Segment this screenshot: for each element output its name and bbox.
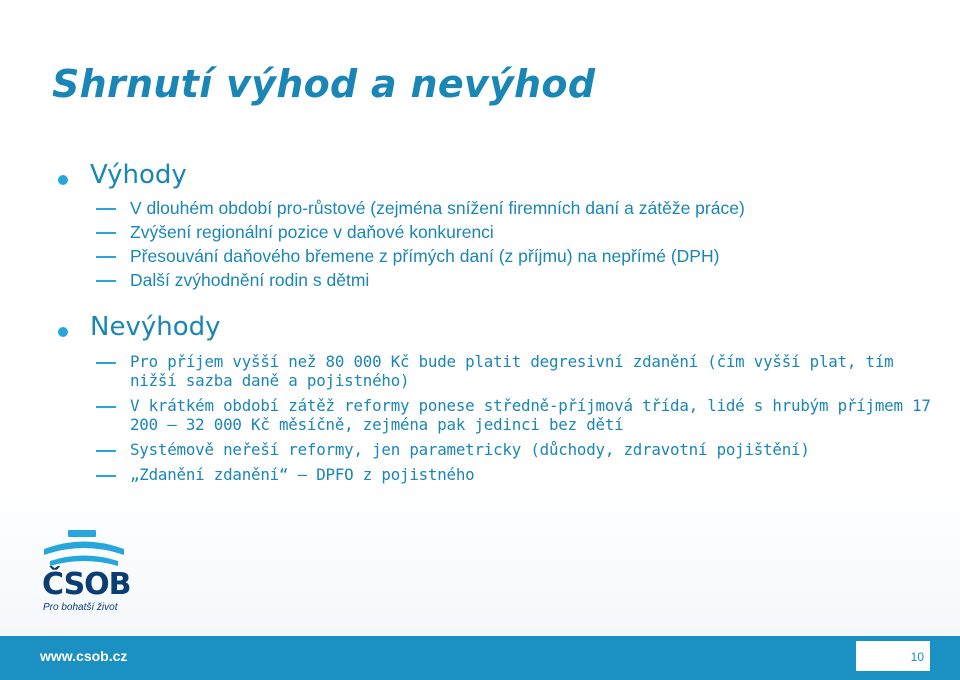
dash-icon xyxy=(96,208,116,210)
pros-item-text: Další zvýhodnění rodin s dětmi xyxy=(130,270,370,290)
cons-item-text: V krátkém období zátěž reformy ponese středně-příjmová třída, lidé s hrubým příjmem 17 200 – 32 000 Kč měsíčně, zejména pak jedinci bez dětí xyxy=(130,396,931,434)
bullet-dot-icon xyxy=(58,327,68,337)
page-number: 10 xyxy=(910,650,924,664)
list-item xyxy=(58,352,938,390)
list-item xyxy=(58,244,938,268)
bullet-dot-icon xyxy=(58,175,68,185)
list-item xyxy=(58,396,938,434)
pros-item-text: V dlouhém období pro-růstové (zejména snížení firemních daní a zátěže práce) xyxy=(130,198,745,218)
footer-band xyxy=(0,636,960,680)
footer-url: www.csob.cz xyxy=(40,648,128,664)
logo-wordmark: ČSOB xyxy=(42,567,131,602)
slide-title: Shrnutí výhod a nevýhod xyxy=(52,62,596,106)
pros-item-text: Přesouvání daňového břemene z přímých daní (z příjmu) na nepřímé (DPH) xyxy=(130,246,720,266)
cons-section xyxy=(58,312,938,484)
pros-item-text: Zvýšení regionální pozice v daňové konkurenci xyxy=(130,222,494,242)
list-item xyxy=(58,440,938,459)
cons-item-text: „Zdanění zdanění“ – DPFO z pojistného xyxy=(130,465,475,484)
dash-icon xyxy=(96,362,116,364)
list-item xyxy=(58,220,938,244)
list-item xyxy=(58,196,938,220)
slide-content xyxy=(58,160,938,490)
dash-icon xyxy=(96,232,116,234)
csob-logo-mark-icon xyxy=(40,528,130,568)
pros-list xyxy=(58,196,938,292)
pros-section xyxy=(58,160,938,292)
pros-heading: Výhody xyxy=(90,160,187,190)
dash-icon xyxy=(96,280,116,282)
csob-logo xyxy=(40,528,136,618)
list-item xyxy=(58,465,938,484)
logo-tagline: Pro bohatší život xyxy=(43,602,118,613)
cons-item-text: Pro příjem vyšší než 80 000 Kč bude platit degresivní zdanění (čím vyšší plat, tím nižší sazba daně a pojistného) xyxy=(130,352,894,390)
dash-icon xyxy=(96,450,116,452)
dash-icon xyxy=(96,256,116,258)
pros-bullet xyxy=(58,160,938,196)
list-item xyxy=(58,268,938,292)
cons-item-text: Systémově neřeší reformy, jen parametricky (důchody, zdravotní pojištění) xyxy=(130,440,810,459)
page-number-box xyxy=(856,641,930,671)
cons-heading: Nevýhody xyxy=(90,312,221,342)
cons-list xyxy=(58,352,938,484)
dash-icon xyxy=(96,406,116,408)
cons-bullet xyxy=(58,312,938,352)
dash-icon xyxy=(96,475,116,477)
